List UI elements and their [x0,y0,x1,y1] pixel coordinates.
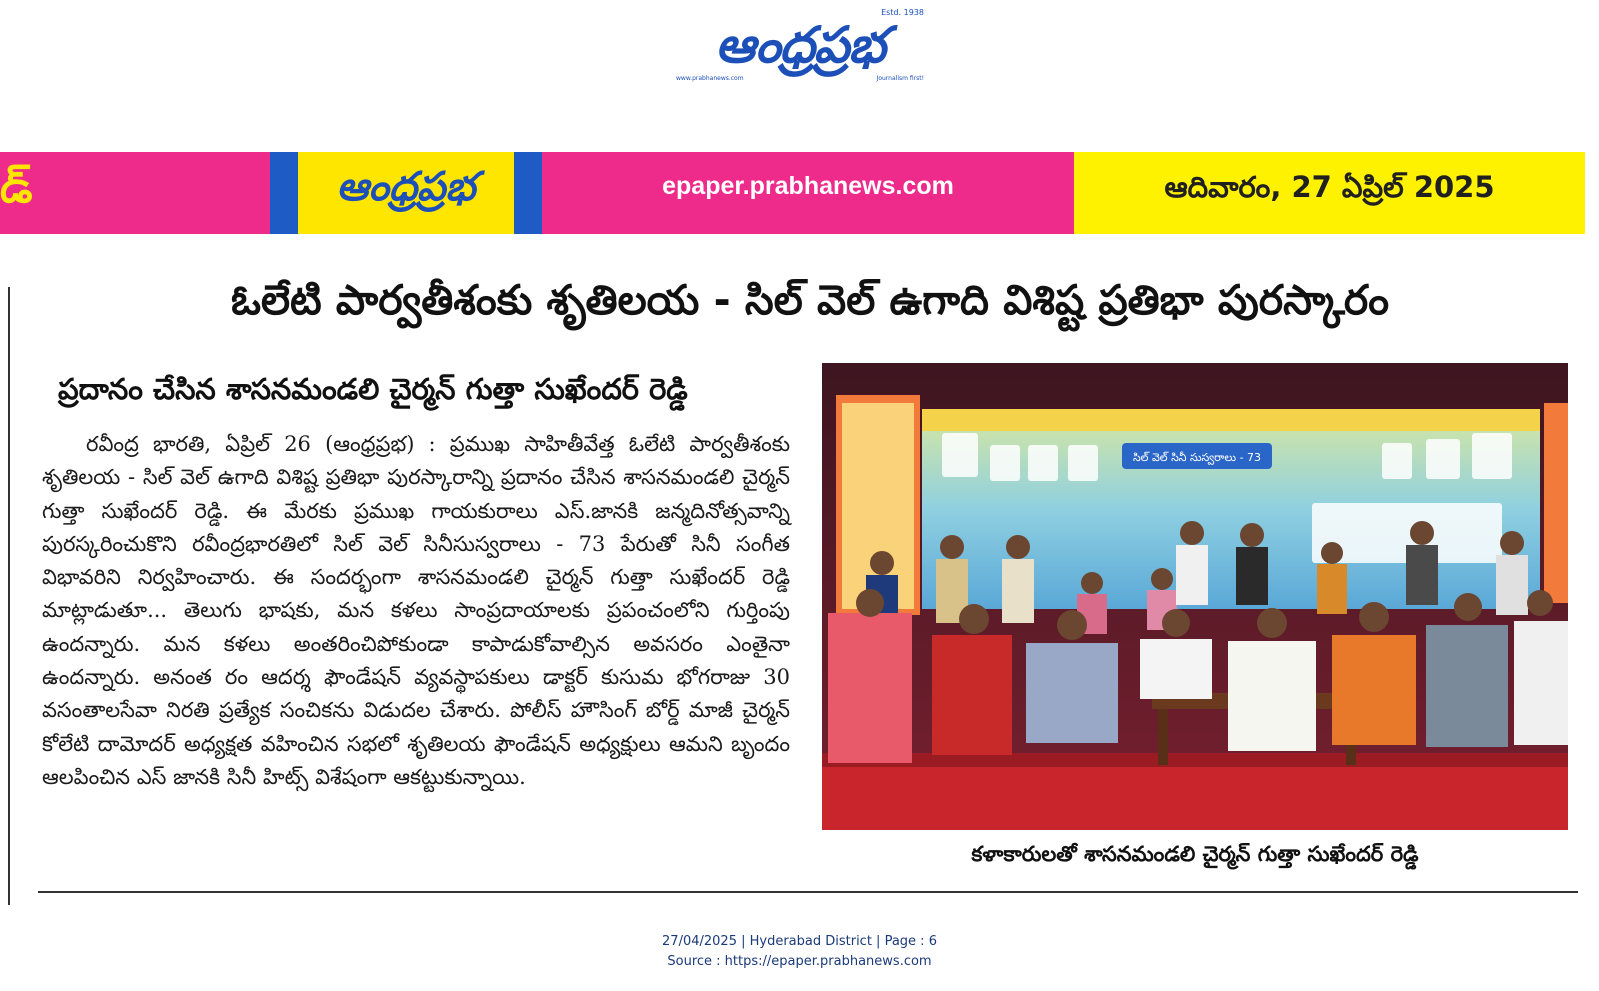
left-rule [8,287,10,905]
event-photo-illustration [822,363,1568,830]
band-segment-pink-left [0,152,270,234]
article-body: రవీంద్ర భారతి, ఏప్రిల్ 26 (ఆంధ్రప్రభ) : ప్రముఖ సాహితీవేత్త ఓలేటి పార్వతీశంకు శృతిలయ - సిల్ వెల్ ఉగాది విశిష్ట ప్రతిభా పురస్కారాన్ని ప్రదానం చేసిన శాసనమండలి చైర్మన్ గుత్తా సుఖేందర్ రెడ్డి. ఈ మేరకు ప్రముఖ గాయకురాలు ఎస్.జానకి జన్మదినోత్సవాన్ని పురస్కరించుకొని రవీంద్రభారతిలో సిల్ వెల్ సినీసుస్వరాలు - 73 పేరుతో సినీ సంగీత విభావరిని నిర్వహించారు. ఈ సందర్భంగా శాసనమండలి చైర్మన్ గుత్తా సుఖేందర్ రెడ్డి మాట్లాడుతూ... తెలుగు భాషకు, మన కళలు సాంప్రదాయాలకు ప్రపంచంలోని గుర్తింపు ఉందన్నారు. మన కళలు అంతరించిపోకుండా కాపాడుకోవాల్సిన అవసరం ఎంతైనా ఉందన్నారు. అనంత రం ఆదర్శ ఫౌండేషన్ వ్యవస్థాపకులు డాక్టర్ కుసుమ భోగరాజు 30 వసంతాలసేవా నిరతి ప్రత్యేక సంచికను విడుదల చేశారు. పోలీస్ హౌసింగ్ బోర్డ్ మాజీ చైర్మన్ కోలేటి దామోదర్ అధ్యక్షత వహించిన సభలో శృతిలయ ఫౌండేషన్ అధ్యక్షులు ఆమని బృందం ఆలపించిన ఎస్ జానకి సినీ హిట్స్ విశేషంగా ఆకట్టుకున్నాయి. [42,432,790,789]
masthead-logo [672,8,928,82]
band-left-fragment: డ్ [0,162,33,213]
photo-banner-text: సిల్ వెల్ సినీ సుస్వరాలు - 73 [1132,451,1262,464]
subheadline: ప్రదానం చేసిన శాసనమండలి చైర్మన్ గుత్తా సుఖేందర్ రెడ్డి [58,372,688,406]
band-url: epaper.prabhanews.com [662,172,954,200]
masthead-website: www.prabhanews.com [676,75,744,82]
bottom-rule [38,891,1578,893]
band-date: ఆదివారం, 27 ఏప్రిల్ 2025 [1164,170,1495,204]
masthead-logo-text: ఆంధ్రప్రభ [715,16,885,74]
edition-band [0,152,1585,234]
event-photo [822,363,1568,830]
masthead-tagline: Journalism first! [876,75,924,82]
photo-caption: కళాకారులతో శాసనమండలి చైర్మన్ గుత్తా సుఖేందర్ రెడ్డి [971,842,1419,866]
footer-date-district-page: 27/04/2025 | Hyderabad District | Page : 6 [662,934,937,949]
masthead-estd: Estd. 1938 [881,8,924,17]
headline: ఓలేటి పార్వతీశంకు శృతిలయ - సిల్ వెల్ ఉగాది విశిష్ట ప్రతిభా పురస్కారం [230,276,1390,324]
footer-source: Source : https://epaper.prabhanews.com [667,954,932,969]
band-segment-blue-right [514,152,542,234]
band-segment-blue-left [270,152,298,234]
band-logo: ఆంధ్రప్రభ [336,164,476,210]
